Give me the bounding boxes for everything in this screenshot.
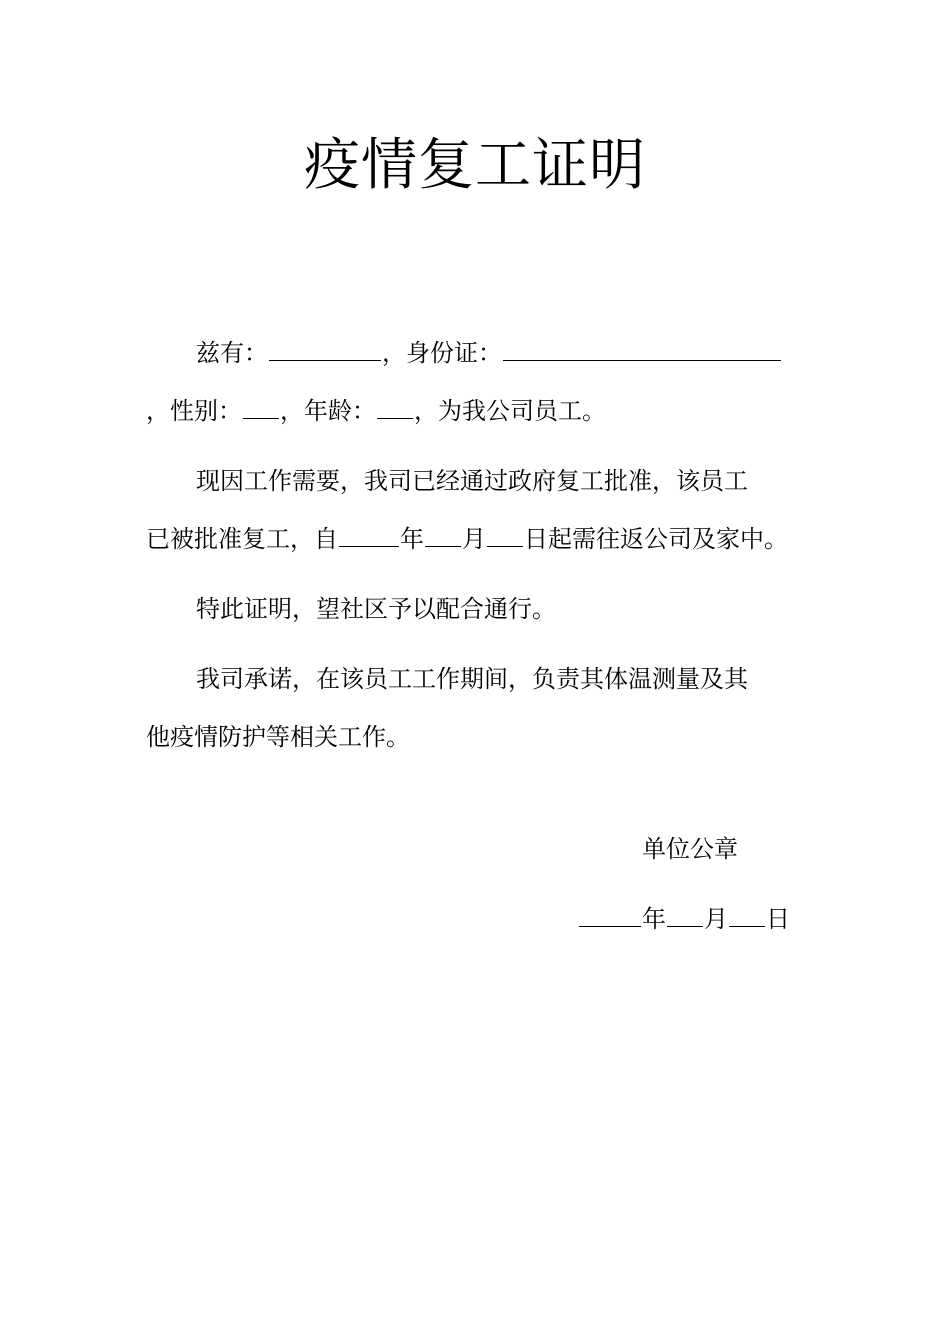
sign-day-blank[interactable] xyxy=(729,904,765,927)
age-blank[interactable] xyxy=(377,396,413,419)
commute-text: 日起需往返公司及家中。 xyxy=(524,525,788,553)
year-label: 年 xyxy=(400,525,424,553)
gender-label: ，性别： xyxy=(146,397,242,425)
sign-year-blank[interactable] xyxy=(579,904,641,927)
signature-date xyxy=(578,902,790,936)
employee-statement: ，为我公司员工。 xyxy=(414,397,606,425)
paragraph-1-line-1 xyxy=(196,336,782,370)
sign-year-label: 年 xyxy=(642,905,666,933)
paragraph-2-line-1: 现因工作需要，我司已经通过政府复工批准，该员工 xyxy=(196,467,748,495)
name-blank[interactable] xyxy=(269,338,381,361)
paragraph-4-line-2: 他疫情防护等相关工作。 xyxy=(146,723,410,751)
age-label: ，年龄： xyxy=(280,397,376,425)
start-day-blank[interactable] xyxy=(487,524,523,547)
approval-text: 已被批准复工，自 xyxy=(146,525,338,553)
gender-blank[interactable] xyxy=(243,396,279,419)
start-month-blank[interactable] xyxy=(425,524,461,547)
sign-month-blank[interactable] xyxy=(667,904,703,927)
document-title: 疫情复工证明 xyxy=(304,133,646,198)
sign-day-label: 日 xyxy=(766,905,790,933)
sign-month-label: 月 xyxy=(704,905,728,933)
paragraph-2-line-2 xyxy=(146,522,788,556)
company-seal-label: 单位公章 xyxy=(642,835,738,863)
paragraph-4-line-1: 我司承诺，在该员工工作期间，负责其体温测量及其 xyxy=(196,665,748,693)
paragraph-3: 特此证明，望社区予以配合通行。 xyxy=(196,595,556,623)
name-prefix: 兹有： xyxy=(196,339,268,367)
start-year-blank[interactable] xyxy=(339,524,399,547)
month-label: 月 xyxy=(462,525,486,553)
id-label: ，身份证： xyxy=(382,339,502,367)
paragraph-1-line-2 xyxy=(146,394,606,428)
id-number-blank[interactable] xyxy=(503,338,781,361)
